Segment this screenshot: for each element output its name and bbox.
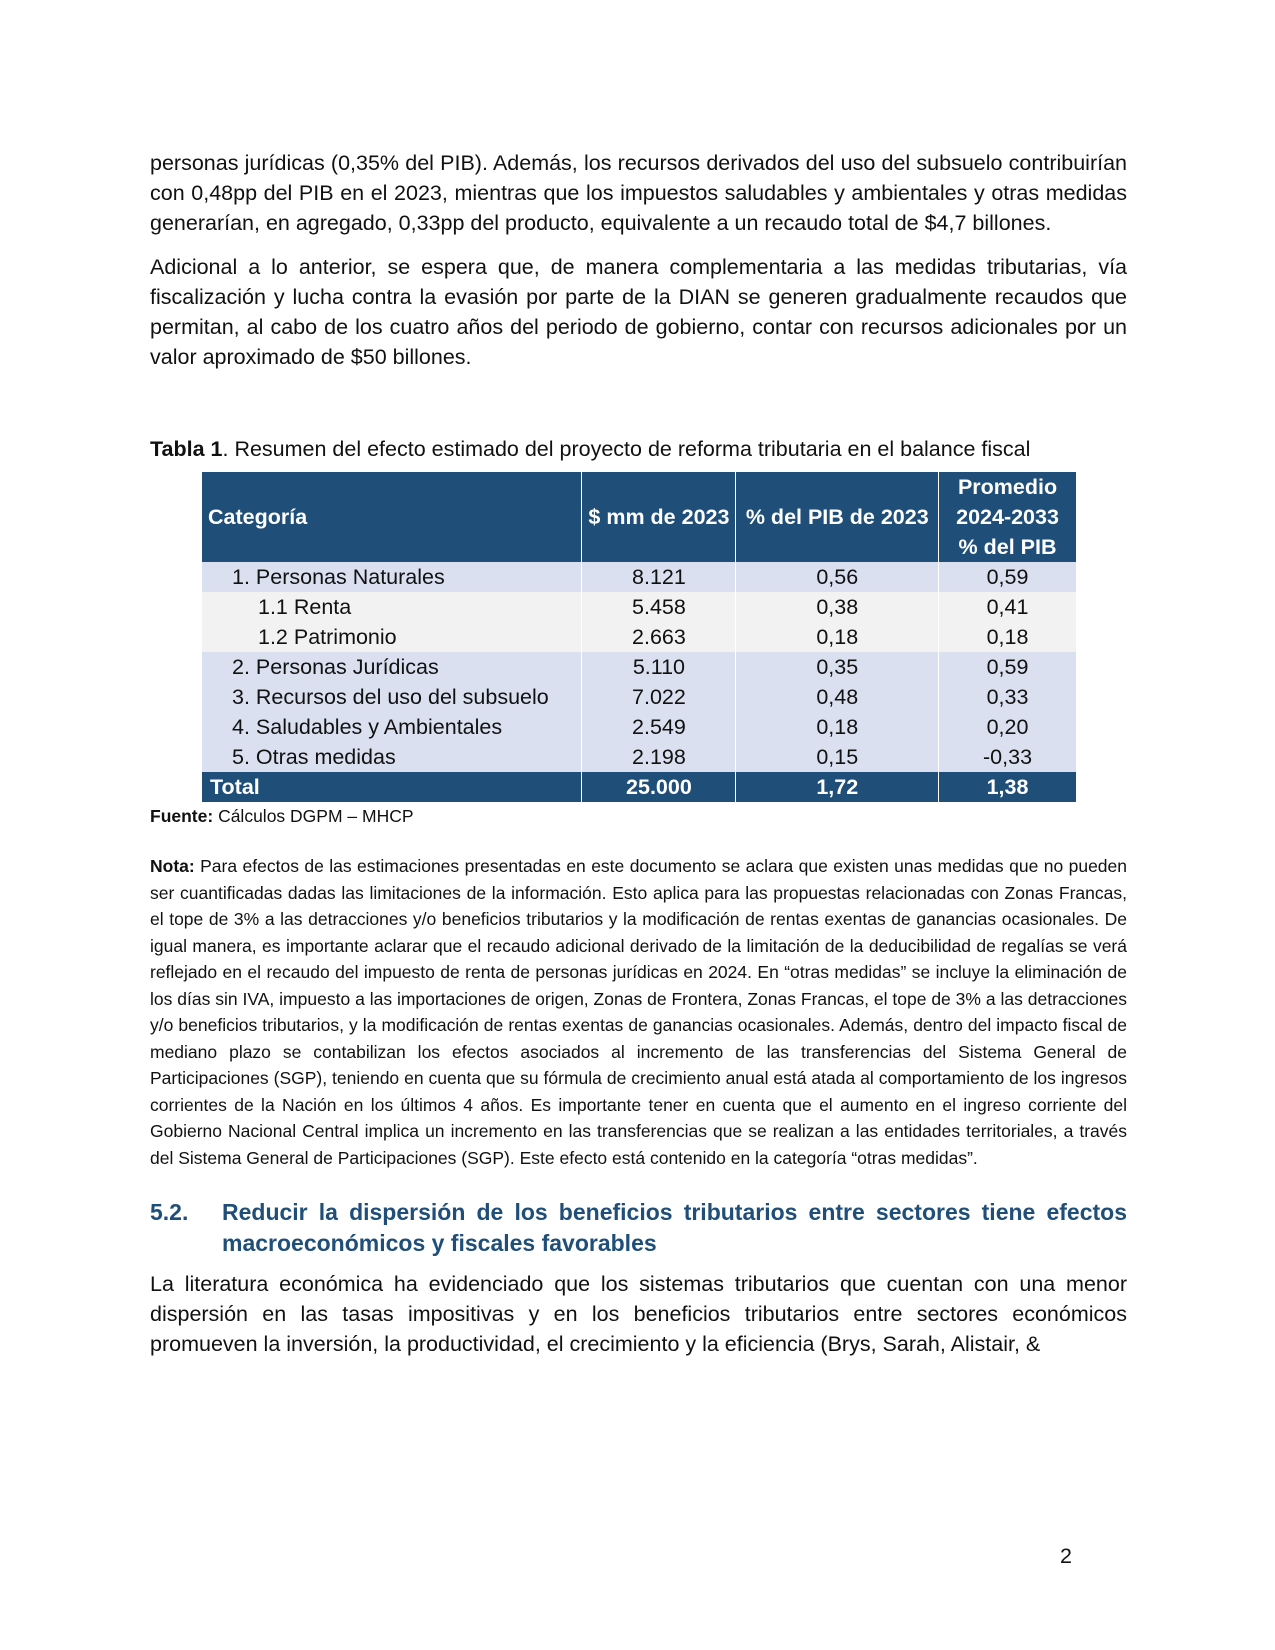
header-mm-2023: $ mm de 2023	[582, 472, 736, 562]
row-value-promedio: 0,33	[939, 682, 1076, 712]
total-value-mm: 25.000	[582, 772, 736, 802]
row-value-promedio: 0,59	[939, 562, 1076, 592]
row-label: 5. Otras medidas	[202, 742, 582, 772]
total-value-pib: 1,72	[736, 772, 939, 802]
section-heading	[150, 1197, 1127, 1259]
body-paragraph: Adicional a lo anterior, se espera que, de manera complementaria a las medidas tributarias, vía fiscalización y lucha contra la evasión por parte de la DIAN se generen gradualmente recaudos que permitan, al cabo de los cuatro años del periodo de gobierno, contar con recursos adicionales por un valor aproximado de $50 billones.	[150, 255, 1127, 369]
table-source	[150, 804, 1127, 828]
page-number: 2	[1060, 1544, 1072, 1568]
row-label: 1.1 Renta	[202, 592, 582, 622]
row-label: 1. Personas Naturales	[202, 562, 582, 592]
table-row	[202, 742, 1076, 772]
row-value-mm: 7.022	[582, 682, 736, 712]
total-value-promedio: 1,38	[939, 772, 1076, 802]
section-number: 5.2.	[150, 1199, 189, 1225]
closing-paragraph: La literatura económica ha evidenciado que los sistemas tributarios que cuentan con una menor dispersión en las tasas impositivas y en los beneficios tributarios entre sectores económicos promueven la inversión, la productividad, el crecimiento y la eficiencia (Brys, Sarah, Alistair, &	[150, 1272, 1127, 1356]
header-categoria: Categoría	[202, 472, 582, 562]
note-label: Nota:	[150, 856, 195, 876]
table-total-row	[202, 772, 1076, 802]
row-value-promedio: 0,59	[939, 652, 1076, 682]
row-value-pib: 0,56	[736, 562, 939, 592]
table-caption	[150, 434, 1127, 464]
row-value-mm: 2.549	[582, 712, 736, 742]
table-row	[202, 712, 1076, 742]
row-value-promedio: 0,20	[939, 712, 1076, 742]
header-promedio: Promedio 2024-2033 % del PIB	[939, 472, 1076, 562]
row-value-mm: 5.458	[582, 592, 736, 622]
row-label: 4. Saludables y Ambientales	[202, 712, 582, 742]
total-label: Total	[202, 772, 582, 802]
table-row	[202, 622, 1076, 652]
table-row	[202, 682, 1076, 712]
table-row	[202, 652, 1076, 682]
source-text: Cálculos DGPM – MHCP	[213, 806, 414, 826]
section-title: Reducir la dispersión de los beneficios tributarios entre sectores tiene efectos macroeconómicos y fiscales favorables	[222, 1199, 1127, 1256]
row-value-pib: 0,15	[736, 742, 939, 772]
table-caption-text: . Resumen del efecto estimado del proyecto de reforma tributaria en el balance fiscal	[222, 437, 1031, 461]
fiscal-summary-table	[202, 472, 1076, 802]
row-value-mm: 8.121	[582, 562, 736, 592]
row-value-pib: 0,18	[736, 622, 939, 652]
table-body	[202, 562, 1076, 772]
table-caption-label: Tabla 1	[150, 437, 223, 461]
row-value-mm: 2.663	[582, 622, 736, 652]
row-value-promedio: -0,33	[939, 742, 1076, 772]
document-page	[150, 148, 1127, 1373]
row-value-mm: 5.110	[582, 652, 736, 682]
row-label: 3. Recursos del uso del subsuelo	[202, 682, 582, 712]
table-note	[150, 853, 1127, 1171]
table-header-row	[202, 472, 1076, 562]
header-pib-2023: % del PIB de 2023	[736, 472, 939, 562]
row-value-mm: 2.198	[582, 742, 736, 772]
row-value-promedio: 0,41	[939, 592, 1076, 622]
row-value-pib: 0,38	[736, 592, 939, 622]
source-label: Fuente:	[150, 806, 214, 826]
row-label: 1.2 Patrimonio	[202, 622, 582, 652]
row-value-pib: 0,18	[736, 712, 939, 742]
row-value-pib: 0,35	[736, 652, 939, 682]
row-value-pib: 0,48	[736, 682, 939, 712]
row-label: 2. Personas Jurídicas	[202, 652, 582, 682]
table-row	[202, 562, 1076, 592]
row-value-promedio: 0,18	[939, 622, 1076, 652]
note-text: Para efectos de las estimaciones presentadas en este documento se aclara que existen unas medidas que no pueden ser cuantificadas dadas las limitaciones de la información. Esto aplica para las propuestas relacionadas con Zonas Francas, el tope de 3% a las detracciones y/o beneficios tributarios y la modificación de rentas exentas de ganancias ocasionales. De igual manera, es importante aclarar que el recaudo adicional derivado de la limitación de la deducibilidad de regalías se verá reflejado en el recaudo del impuesto de renta de personas jurídicas en 2024. En “otras medidas” se incluye la eliminación de los días sin IVA, impuesto a las importaciones de origen, Zonas de Frontera, Zonas Francas, el tope de 3% a las detracciones y/o beneficios tributarios, y la modificación de rentas exentas de ganancias ocasionales. Además, dentro del impacto fiscal de mediano plazo se contabilizan los efectos asociados al incremento de las transferencias del Sistema General de Participaciones (SGP), teniendo en cuenta que su fórmula de crecimiento anual está atada al comportamiento de los ingresos corrientes de la Nación en los últimos 4 años. Es importante tener en cuenta que el aumento en el ingreso corriente del Gobierno Nacional Central implica un incremento en las transferencias que se realizan a las entidades territoriales, a través del Sistema General de Participaciones (SGP). Este efecto está contenido en la categoría “otras medidas”.	[150, 856, 1127, 1168]
table-row	[202, 592, 1076, 622]
body-paragraph: personas jurídicas (0,35% del PIB). Además, los recursos derivados del uso del subsuelo contribuirían con 0,48pp del PIB en el 2023, mientras que los impuestos saludables y ambientales y otras medidas generarían, en agregado, 0,33pp del producto, equivalente a un recaudo total de $4,7 billones.	[150, 151, 1127, 235]
